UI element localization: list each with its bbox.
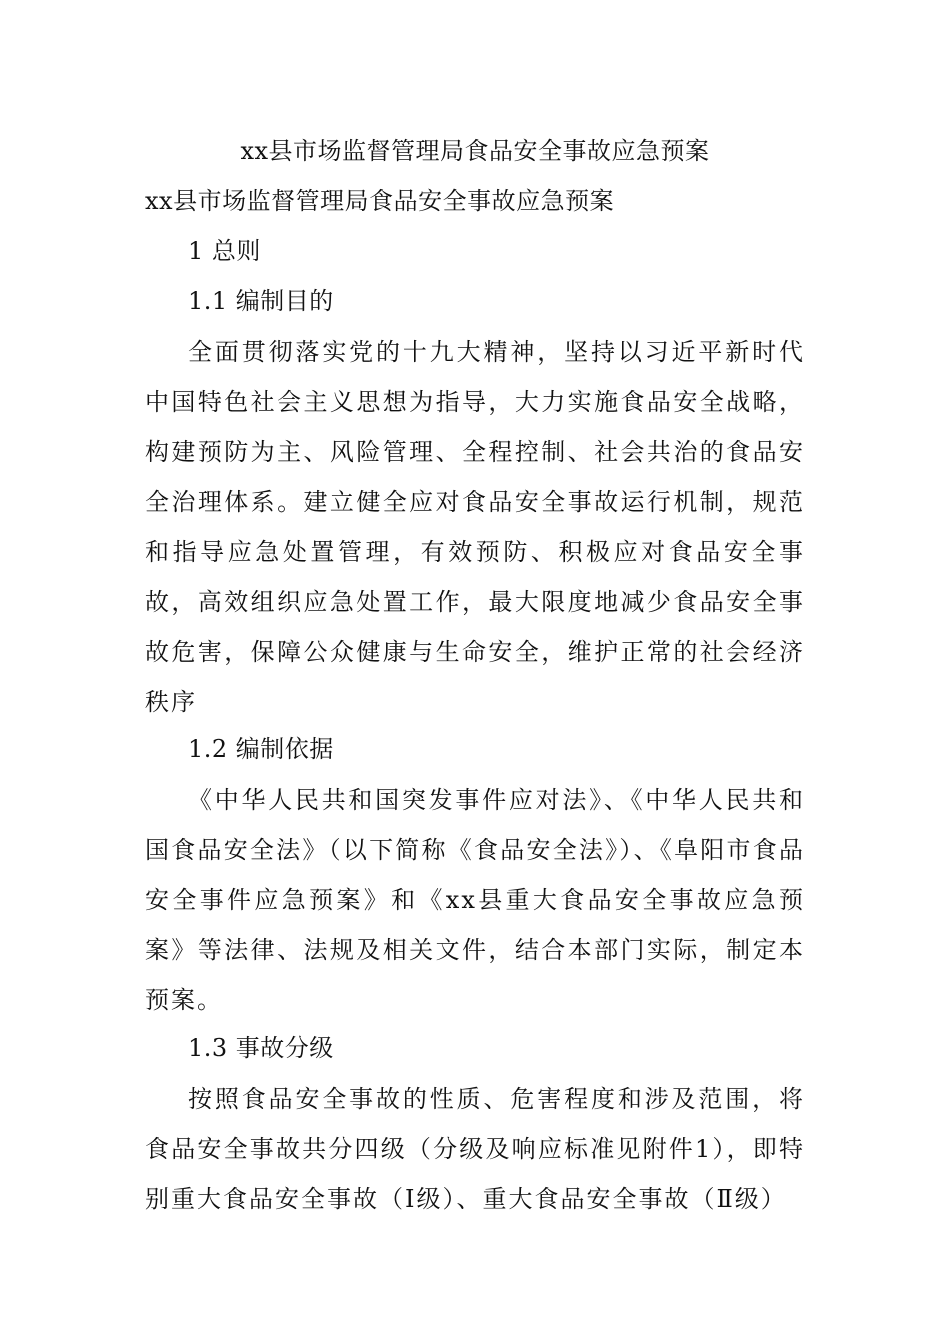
section-1-3-heading: 1.3 事故分级 bbox=[188, 1034, 334, 1062]
section-1-1-heading: 1.1 编制目的 bbox=[188, 287, 334, 315]
document-subtitle: xx县市场监督管理局食品安全事故应急预案 bbox=[145, 187, 615, 215]
document-title: xx县市场监督管理局食品安全事故应急预案 bbox=[240, 137, 710, 165]
section-1-heading: 1 总则 bbox=[188, 237, 261, 265]
section-1-2-body: 《中华人民共和国突发事件应对法》、《中华人民共和国食品安全法》（以下简称《食品安全法》）、《阜阳市食品安全事件应急预案》和《xx县重大食品安全事故应急预案》等法律、法规及相关文件，结合本部门实际，制定本预案。 bbox=[145, 786, 805, 1014]
section-1-3-body: 按照食品安全事故的性质、危害程度和涉及范围，将食品安全事故共分四级（分级及响应标准见附件1），即特别重大食品安全事故（Ⅰ级）、重大食品安全事故（Ⅱ级） bbox=[145, 1085, 805, 1213]
section-1-1-body: 全面贯彻落实党的十九大精神，坚持以习近平新时代中国特色社会主义思想为指导，大力实施食品安全战略，构建预防为主、风险管理、全程控制、社会共治的食品安全治理体系。建立健全应对食品安全事故运行机制，规范和指导应急处置管理，有效预防、积极应对食品安全事故，高效组织应急处置工作，最大限度地减少食品安全事故危害，保障公众健康与生命安全，维护正常的社会经济秩序 bbox=[145, 338, 805, 716]
section-1-2-heading: 1.2 编制依据 bbox=[188, 735, 334, 763]
